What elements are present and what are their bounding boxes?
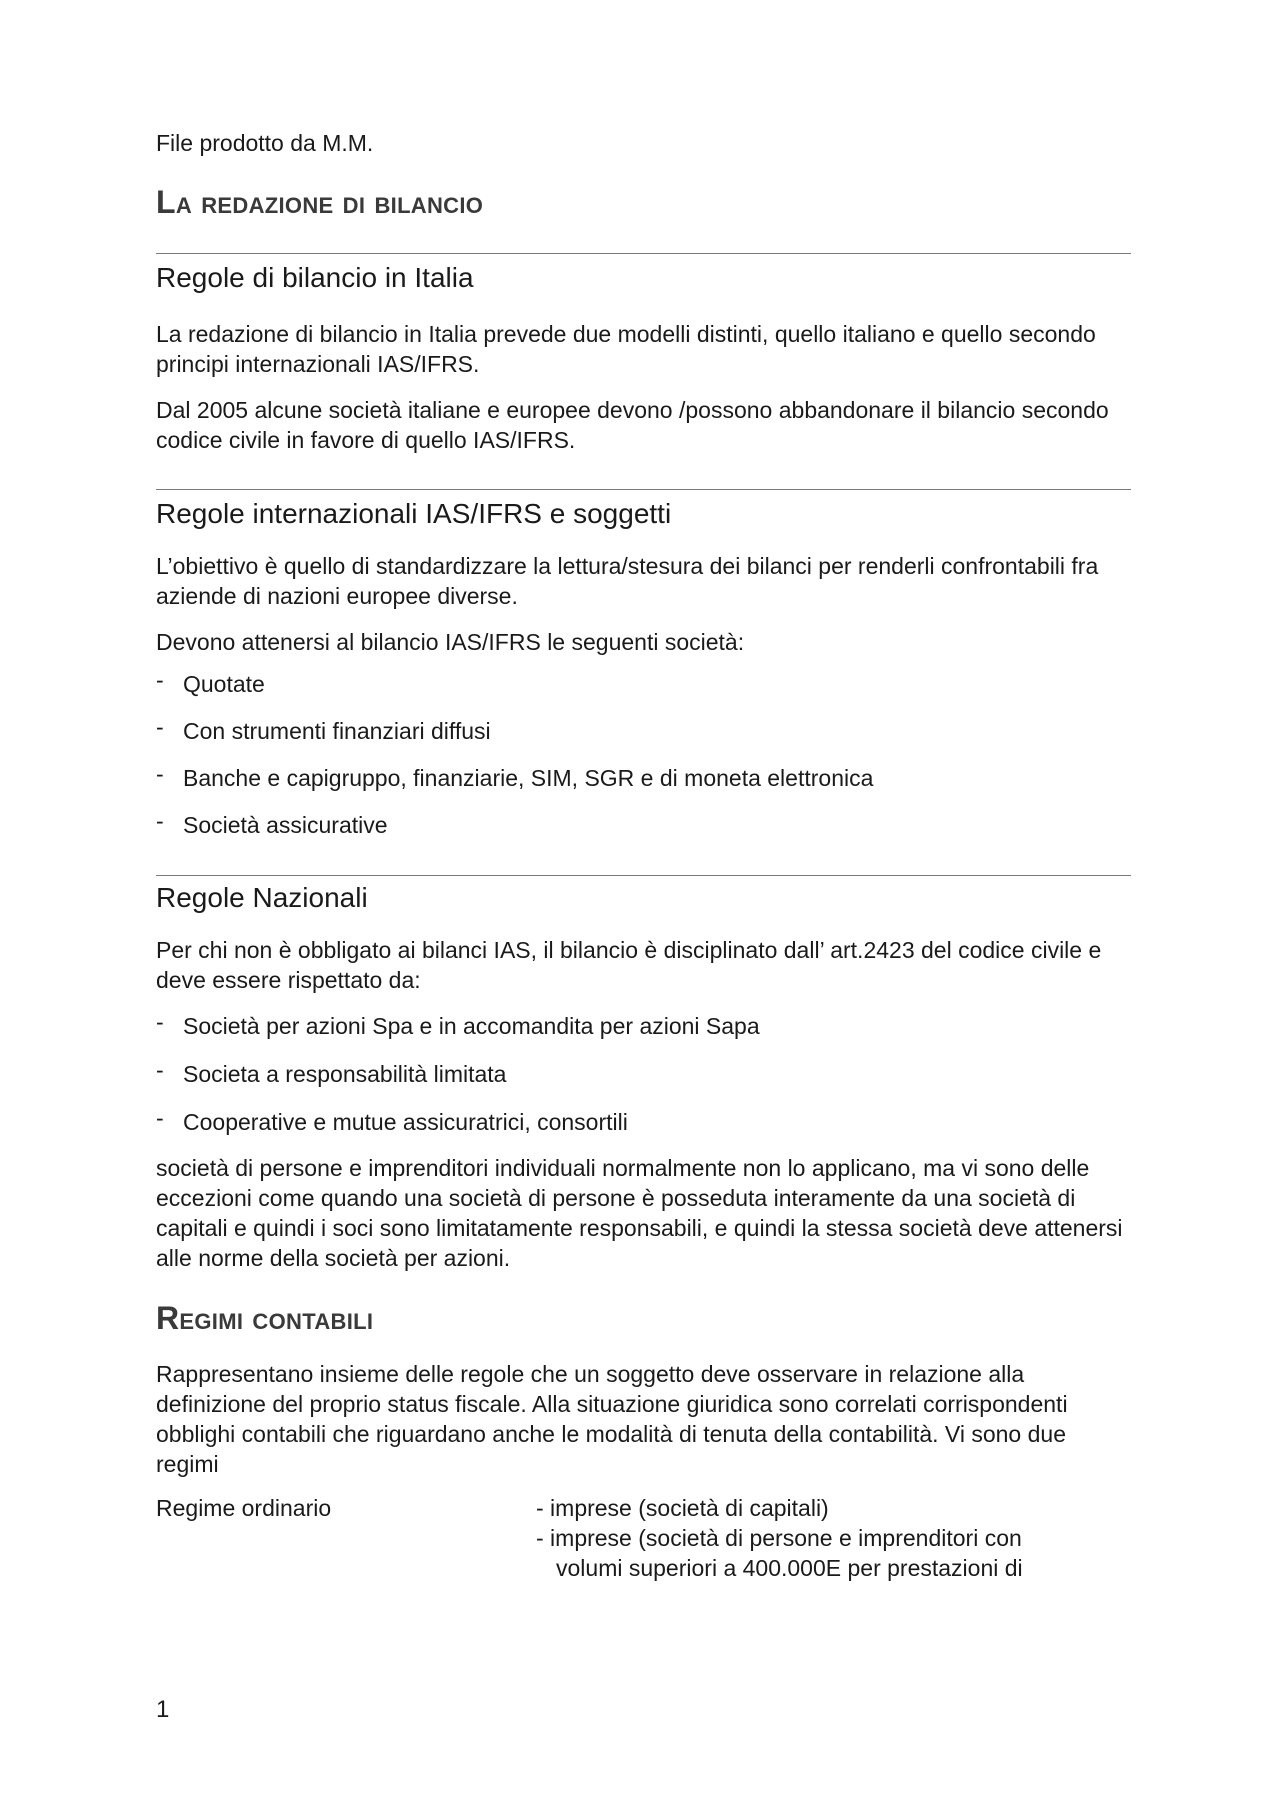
regime-label: Regime ordinario <box>156 1495 332 1521</box>
dash-bullet: - <box>156 1105 164 1131</box>
regime-line: volumi superiori a 400.000E per prestazioni di <box>556 1555 1023 1581</box>
file-credit: File prodotto da M.M. <box>156 130 374 156</box>
paragraph: Devono attenersi al bilancio IAS/IFRS le seguenti società: <box>156 629 745 655</box>
heading-regole-italia: Regole di bilancio in Italia <box>156 262 474 293</box>
dash-bullet: - <box>156 761 164 787</box>
dash-bullet: - <box>156 1009 164 1035</box>
regime-line: - imprese (società di capitali) <box>536 1495 829 1521</box>
list-item: - Cooperative e mutue assicuratrici, consortili <box>156 1105 628 1135</box>
bullet-list <box>156 1011 1131 1137</box>
dash-bullet: - <box>156 667 164 693</box>
list-item: - Società per azioni Spa e in accomandita per azioni Sapa <box>156 1009 760 1039</box>
list-item: - Banche e capigruppo, finanziarie, SIM, SGR e di moneta elettronica <box>156 761 874 791</box>
section-title-regimi: Regimi contabili <box>156 1300 374 1336</box>
dash-bullet: - <box>156 1057 164 1083</box>
regime-line: - imprese (società di persone e imprenditori con <box>536 1525 1022 1551</box>
dash-bullet: - <box>156 808 164 834</box>
paragraph: La redazione di bilancio in Italia prevede due modelli distinti, quello italiano e quello secondo principi internazionali IAS/IFRS. <box>156 321 1096 377</box>
paragraph: Per chi non è obbligato ai bilanci IAS, il bilancio è disciplinato dall’ art.2423 del codice civile e deve essere rispettato da: <box>156 937 1102 993</box>
heading-regole-internazionali: Regole internazionali IAS/IFRS e soggetti <box>156 498 672 529</box>
heading-regole-nazionali: Regole Nazionali <box>156 882 368 913</box>
list-item: - Societa a responsabilità limitata <box>156 1057 507 1087</box>
paragraph: L’obiettivo è quello di standardizzare la lettura/stesura dei bilanci per renderli confrontabili fra aziende di nazioni europee diverse. <box>156 553 1099 609</box>
regime-table <box>156 1493 1131 1583</box>
bullet-list <box>156 669 1131 840</box>
paragraph: Dal 2005 alcune società italiane e europee devono /possono abbandonare il bilancio secondo codice civile in favore di quello IAS/IFRS. <box>156 397 1109 453</box>
divider <box>156 875 1131 876</box>
section-title-redazione: La redazione di bilancio <box>156 184 484 220</box>
divider <box>156 253 1131 254</box>
paragraph: Rappresentano insieme delle regole che un soggetto deve osservare in relazione alla definizione del proprio status fiscale. Alla situazione giuridica sono correlati corrispondenti obblighi contabili che riguardano anche le modalità di tenuta della contabilità. Vi sono due regimi <box>156 1361 1068 1477</box>
page-content <box>156 128 1131 1583</box>
page-number: 1 <box>156 1696 170 1723</box>
divider <box>156 489 1131 490</box>
regime-items <box>536 1493 1131 1583</box>
dash-bullet: - <box>156 714 164 740</box>
paragraph: società di persone e imprenditori individuali normalmente non lo applicano, ma vi sono delle eccezioni come quando una società di persone è posseduta interamente da una società di capitali e quindi i soci sono limitatamente responsabili, e quindi la stessa società deve attenersi alle norme della società per azioni. <box>156 1155 1123 1271</box>
list-item: - Con strumenti finanziari diffusi <box>156 714 491 744</box>
list-item: - Quotate <box>156 667 265 697</box>
list-item: - Società assicurative <box>156 808 388 838</box>
